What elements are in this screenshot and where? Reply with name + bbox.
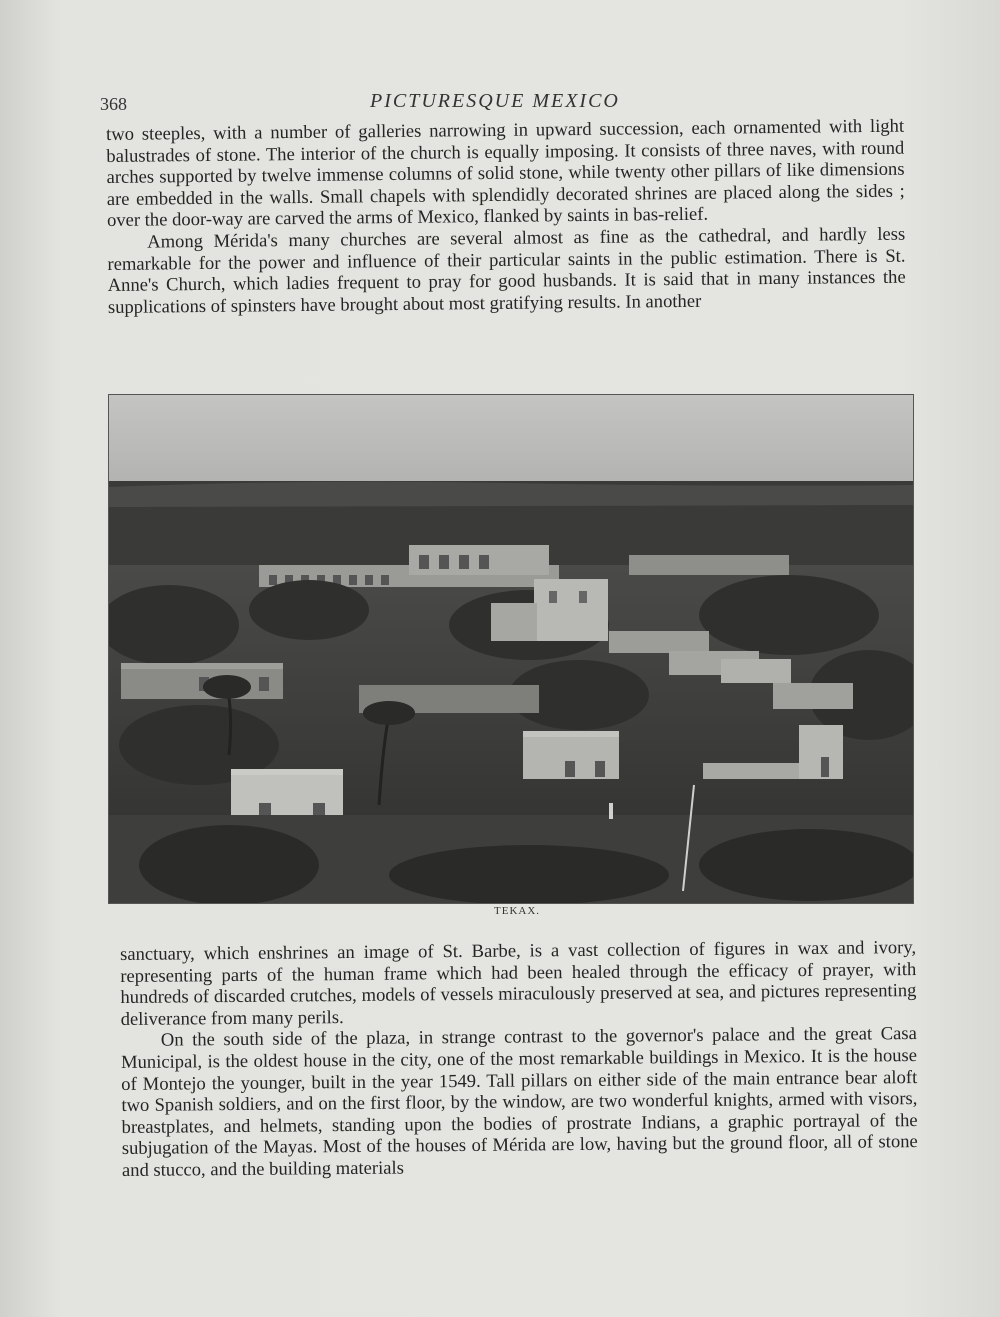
figure-caption: TEKAX.: [494, 905, 541, 917]
running-title: PICTURESQUE MEXICO: [370, 90, 620, 112]
bottom-text-block: [120, 937, 918, 1181]
page-number: 368: [100, 94, 127, 114]
paragraph: sanctuary, which enshrines an image of St. Barbe, is a vast collection of figures in wax and ivory, representing parts of the human frame which had been healed through the efficacy of prayer, with hundreds of discarded crutches, models of vessels miraculously preserved at sea, and pictures representing deliverance from many perils.: [120, 937, 917, 1030]
top-text-block: [106, 116, 906, 319]
page-header: [100, 88, 900, 118]
tekax-photograph: [108, 394, 914, 904]
paragraph: On the south side of the plaza, in strange contrast to the governor's palace and the great Casa Municipal, is the oldest house in the city, one of the most remarkable buildings in Mexico. It is the house of Montejo the younger, built in the year 1549. Tall pillars on either side of the main entrance bear aloft two Spanish soldiers, and on the first floor, by the window, are two wonderful knights, armed with visors, breastplates, and helmets, standing upon the bodies of prostrate Indians, a graphic portrayal of the subjugation of the Mayas. Most of the houses of Mérida are low, having but the ground floor, all of stone and stucco, and the building materials: [120, 1023, 918, 1181]
paragraph: two steeples, with a number of galleries narrowing in upward succession, each ornamented with light balustrades of stone. The interior of the church is equally imposing. It consists of three naves, with round arches supported by twelve immense columns of solid stone, while twenty other pillars of like dimensions are embedded in the walls. Small chapels with splendidly decorated shrines are placed along the sides ; over the door-way are carved the arms of Mexico, flanked by saints in bas-relief.: [106, 115, 905, 232]
paragraph: Among Mérida's many churches are several almost as fine as the cathedral, and hardly less remarkable for the power and influence of their particular saints in the public estimation. There is St. Anne's Church, which ladies frequent to pray for good husbands. It is said that in many instances the supplications of spinsters have brought about most gratifying results. In another: [107, 223, 906, 318]
photo-illustration: [109, 395, 913, 903]
